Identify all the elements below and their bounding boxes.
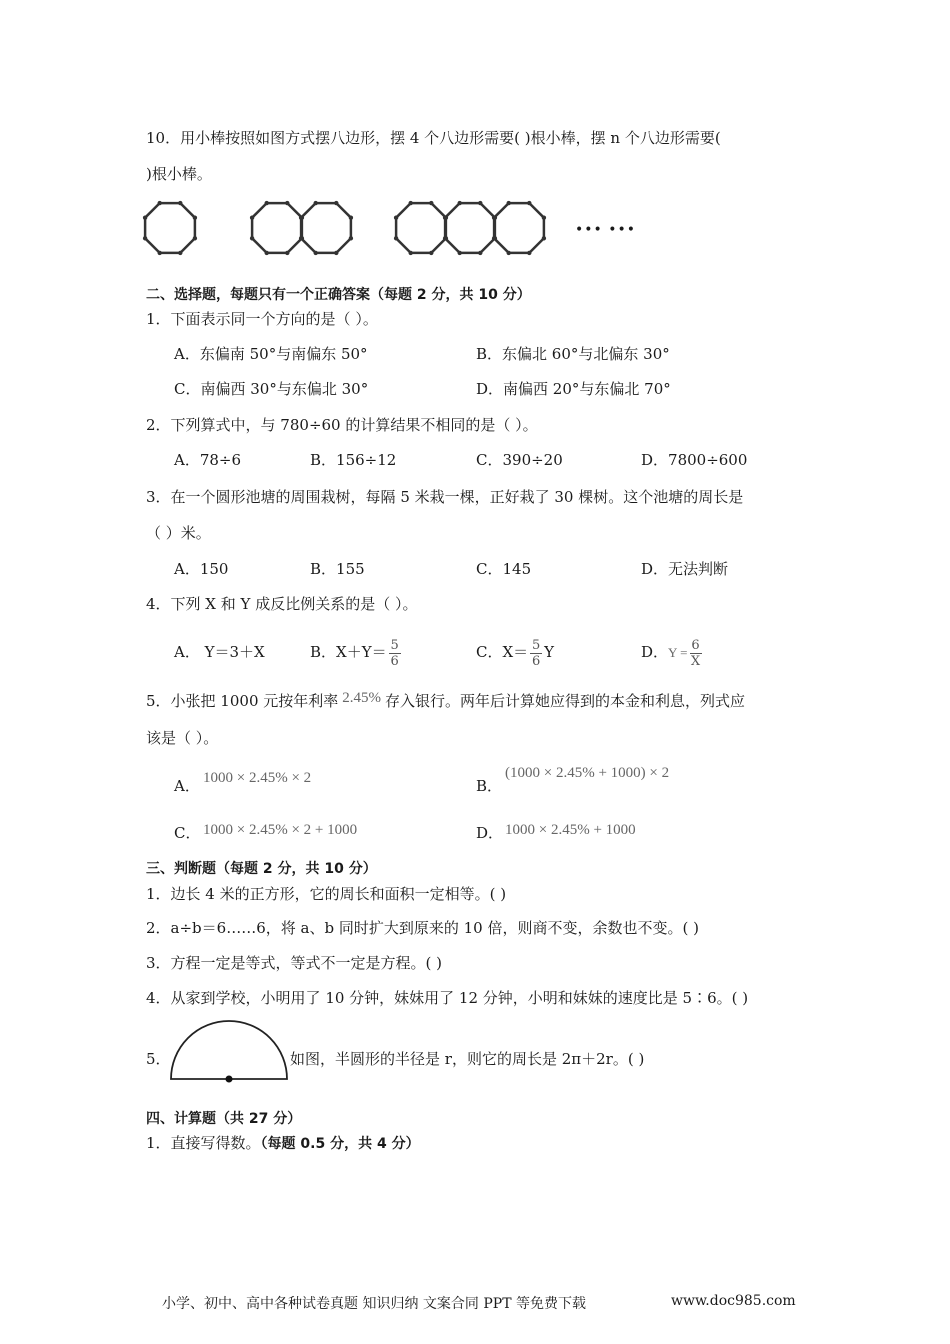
s2-q3-option-a: A．150	[174, 560, 229, 578]
stick-joint	[143, 216, 147, 220]
stick-joint	[478, 201, 482, 205]
s2-q5-label-b: B．	[476, 777, 503, 795]
stick-joint	[527, 251, 531, 255]
stick-joint	[299, 236, 303, 240]
stick-joint	[443, 236, 447, 240]
stick-joint	[314, 201, 318, 205]
stick-joint	[409, 251, 413, 255]
s2-q1-option-d: D．南偏西 20°与东偏北 70°	[476, 380, 671, 398]
stick-joint	[314, 251, 318, 255]
interest-rate: 2.45%	[342, 690, 382, 706]
stick-joint	[507, 251, 511, 255]
stick-joint	[143, 236, 147, 240]
s2-q5-label-c: C．	[174, 824, 201, 842]
stick-joint	[193, 216, 197, 220]
denominator: 6	[532, 653, 541, 669]
s2-q4-option-d	[641, 632, 704, 673]
s2-q2-option-b: B．156÷12	[310, 451, 397, 469]
s2-q4-option-c	[476, 632, 554, 672]
q10-line1: 10．用小棒按照如图方式摆八边形，摆 4 个八边形需要( )根小棒，摆 n 个八边形需要(	[146, 129, 721, 147]
fraction-six-over-x	[690, 639, 702, 668]
stick-joint	[394, 236, 398, 240]
s2-q5-expr-a: 1000 × 2.45% × 2	[203, 770, 312, 786]
octagon	[494, 203, 544, 253]
stick-joint	[507, 201, 511, 205]
s2-q4-d-prefix: D．	[641, 643, 669, 661]
stick-joint	[478, 251, 482, 255]
s2-q4-option-b	[310, 632, 403, 672]
octagon-group-1	[145, 203, 195, 253]
s2-q5-stem-b: 存入银行。两年后计算她应得到的本金和利息，列式应	[385, 692, 746, 710]
s3-q4: 4．从家到学校，小明用了 10 分钟，妹妹用了 12 分钟，小明和妹妹的速度比是 5∶6。( )	[146, 989, 749, 1007]
s2-q1-option-a: A．东偏南 50°与南偏东 50°	[174, 345, 368, 363]
s2-q3-option-b: B．155	[310, 560, 365, 578]
octagon	[445, 203, 495, 253]
s2-q4-d-lhs: Y =	[668, 645, 688, 660]
numerator: 6	[691, 637, 700, 653]
stick-joint	[265, 251, 269, 255]
s3-q3: 3．方程一定是等式，等式不一定是方程。( )	[146, 954, 443, 972]
octagon-figures	[140, 195, 640, 265]
octagon	[301, 203, 351, 253]
stick-joint	[394, 216, 398, 220]
s2-q2-option-c: C．390÷20	[476, 451, 563, 469]
s2-q4-c-suffix: Y	[544, 643, 555, 661]
fraction-five-sixths	[530, 639, 542, 668]
stick-joint	[285, 251, 289, 255]
s2-q5-expr-c: 1000 × 2.45% × 2 + 1000	[203, 822, 358, 838]
s2-q4-b-prefix: B．X＋Y＝	[310, 643, 387, 661]
s3-q2: 2．a÷b＝6……6，将 a、b 同时扩大到原来的 10 倍，则商不变，余数也不变。( )	[146, 919, 699, 937]
denominator: 6	[390, 653, 399, 669]
stick-joint	[527, 201, 531, 205]
octagon	[252, 203, 302, 253]
s3-q5-text: 如图，半圆形的半径是 r，则它的周长是 2π＋2r。( )	[290, 1050, 645, 1068]
stick-joint	[265, 201, 269, 205]
stick-joint	[250, 216, 254, 220]
s2-q2-option-a: A．78÷6	[174, 451, 242, 469]
s2-q5-stem	[146, 690, 746, 710]
s2-q4-stem: 4．下列 X 和 Y 成反比例关系的是（ ）。	[146, 595, 418, 613]
s2-q3-option-c: C．145	[476, 560, 532, 578]
octagon	[396, 203, 446, 253]
stick-joint	[178, 251, 182, 255]
s2-q4-c-prefix: C．X＝	[476, 643, 529, 661]
stick-joint	[429, 251, 433, 255]
s2-q1-option-b: B．东偏北 60°与北偏东 30°	[476, 345, 670, 363]
ellipsis-dots: ••• •••	[575, 222, 636, 238]
s2-q5-label-a: A．	[174, 777, 200, 795]
stick-joint	[492, 236, 496, 240]
stick-joint	[409, 201, 413, 205]
stick-joint	[285, 201, 289, 205]
octagon	[145, 203, 195, 253]
s2-q3-stem: 3．在一个圆形池塘的周围栽树，每隔 5 米栽一棵，正好栽了 30 棵树。这个池塘的周长是	[146, 488, 744, 506]
section4-heading: 四、计算题（共 27 分）	[146, 1111, 302, 1127]
stick-joint	[349, 216, 353, 220]
q10-line2: )根小棒。	[146, 165, 212, 183]
footer-text: 小学、初中、高中各种试卷真题 知识归纳 文案合同 PPT 等免费下载	[162, 1296, 586, 1312]
stick-joint	[542, 216, 546, 220]
stick-joint	[443, 216, 447, 220]
octagon-group-2	[252, 203, 351, 253]
s2-q4-option-a: A． Y＝3＋X	[174, 643, 265, 661]
stick-joint	[429, 201, 433, 205]
stick-joint	[299, 216, 303, 220]
section3-heading: 三、判断题（每题 2 分，共 10 分）	[146, 861, 377, 877]
s2-q2-stem: 2．下列算式中，与 780÷60 的计算结果不相同的是（ ）。	[146, 416, 538, 434]
s4-q1-stem: 1．直接写得数。	[146, 1134, 261, 1152]
s2-q5-stem2: 该是（ ）。	[146, 729, 219, 747]
s2-q1-stem: 1．下面表示同一个方向的是（ ）。	[146, 310, 378, 328]
section2-heading: 二、选择题，每题只有一个正确答案（每题 2 分，共 10 分）	[146, 287, 531, 303]
s4-q1-points: （每题 0.5 分，共 4 分）	[260, 1136, 420, 1152]
footer-url[interactable]: www.doc985.com	[671, 1293, 796, 1309]
s3-q1: 1．边长 4 米的正方形，它的周长和面积一定相等。( )	[146, 885, 507, 903]
denominator: X	[690, 653, 701, 669]
s2-q3-stem2: （ ）米。	[146, 524, 211, 542]
octagon-group-3	[396, 203, 544, 253]
stick-joint	[178, 201, 182, 205]
numerator: 5	[532, 637, 541, 653]
stick-joint	[158, 201, 162, 205]
numerator: 5	[390, 637, 399, 653]
fraction-five-sixths	[389, 639, 401, 668]
semicircle-figure	[168, 1018, 290, 1084]
s2-q5-label-d: D．	[476, 824, 504, 842]
stick-joint	[334, 201, 338, 205]
s2-q2-option-d: D．7800÷600	[641, 451, 748, 469]
stick-joint	[193, 236, 197, 240]
s2-q5-expr-b: (1000 × 2.45% + 1000) × 2	[505, 765, 670, 781]
stick-joint	[492, 216, 496, 220]
stick-joint	[458, 201, 462, 205]
stick-joint	[458, 251, 462, 255]
s2-q1-option-c: C．南偏西 30°与东偏北 30°	[174, 380, 369, 398]
stick-joint	[349, 236, 353, 240]
s2-q5-expr-d: 1000 × 2.45% + 1000	[505, 822, 636, 838]
s4-q1	[146, 1136, 420, 1151]
s3-q5-number: 5．	[146, 1050, 171, 1068]
s2-q3-option-d: D．无法判断	[641, 560, 729, 578]
stick-joint	[542, 236, 546, 240]
stick-joint	[250, 236, 254, 240]
s2-q5-stem-a: 5．小张把 1000 元按年利率	[146, 692, 339, 710]
stick-joint	[334, 251, 338, 255]
stick-joint	[158, 251, 162, 255]
